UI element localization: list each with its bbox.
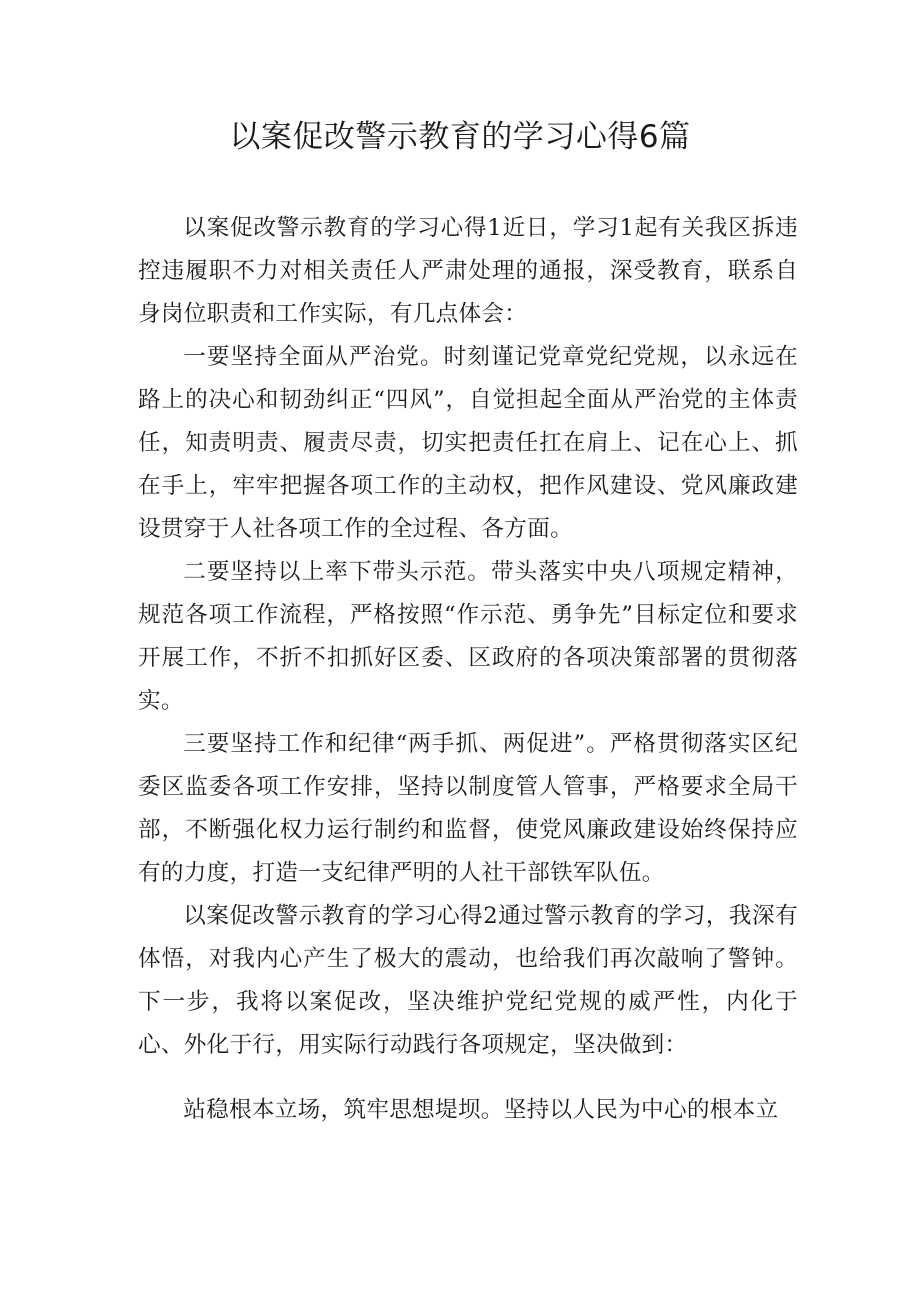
paragraph-4: 三要坚持工作和纪律“两手抓、两促进”。严格贯彻落实区纪委区监委各项工作安排，坚持以制度管人管事，严格要求全局干部，不断强化权力运行制约和监督，使党风廉政建设始终保持应有的力度，打造一支纪律严明的人社干部铁军队伍。 xyxy=(138,731,798,886)
paragraph-1: 以案促改警示教育的学习心得1近日，学习1起有关我区拆违控违履职不力对相关责任人严肃处理的通报，深受教育，联系自身岗位职责和工作实际，有几点体会： xyxy=(138,215,798,327)
paragraph-6: 站稳根本立场，筑牢思想堤坝。坚持以人民为中心的根本立 xyxy=(183,1097,779,1123)
paragraph-3: 二要坚持以上率下带头示范。带头落实中央八项规定精神，规范各项工作流程，严格按照“作示范、勇争先”目标定位和要求开展工作，不折不扣抓好区委、区政府的各项决策部署的贯彻落实。 xyxy=(138,559,798,714)
document-title: 以案促改警示教育的学习心得6篇 xyxy=(229,119,691,155)
document-body xyxy=(138,207,798,1132)
paragraph-5: 以案促改警示教育的学习心得2通过警示教育的学习，我深有体悟，对我内心产生了极大的震动，也给我们再次敲响了警钟。下一步，我将以案促改，坚决维护党纪党规的威严性，内化于心、外化于行，用实际行动践行各项规定，坚决做到： xyxy=(138,903,798,1058)
paragraph-2: 一要坚持全面从严治党。时刻谨记党章党纪党规，以永远在路上的决心和韧劲纠正“四风”，自觉担起全面从严治党的主体责任，知责明责、履责尽责，切实把责任扛在肩上、记在心上、抓在手上，牢牢把握各项工作的主动权，把作风建设、党风廉政建设贯穿于人社各项工作的全过程、各方面。 xyxy=(138,344,798,542)
